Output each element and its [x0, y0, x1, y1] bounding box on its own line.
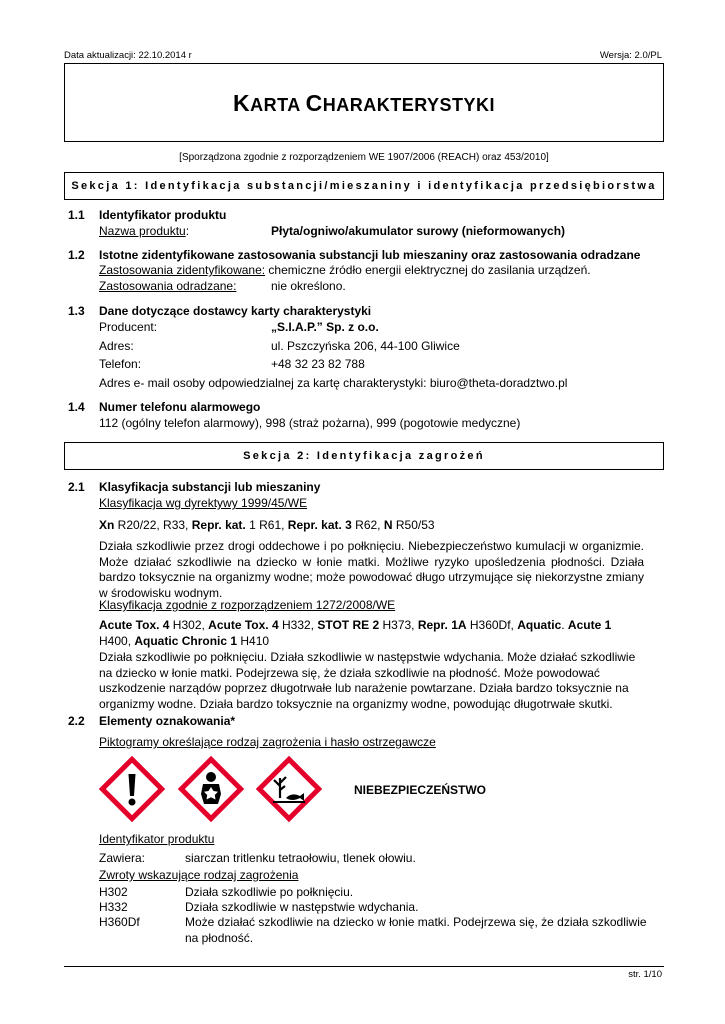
s13-title: Dane dotyczące dostawcy karty charakterystyki	[99, 304, 372, 318]
producer-value: „S.I.A.P.” Sp. z o.o.	[271, 320, 379, 334]
title-initial-k: K	[232, 90, 251, 116]
title-box	[64, 63, 664, 142]
clp-h400: H400,	[99, 633, 135, 648]
health-hazard-icon	[178, 756, 244, 822]
producer-label: Producent:	[99, 320, 158, 334]
hazard-text: Może działać szkodliwie na dziecko w łonie matki. Podejrzewa się, że działa szkodliwie na płodność.	[185, 915, 647, 945]
address-label: Adres:	[99, 339, 134, 353]
document-title	[65, 90, 663, 117]
clp-stot-re: STOT RE 2	[317, 618, 380, 632]
s12-number: 1.2	[68, 248, 85, 262]
s22-title: Elementy oznakowania*	[99, 714, 236, 728]
clp-repr: Repr. 1A	[417, 618, 467, 632]
s11-title: Identyfikator produktu	[99, 208, 227, 222]
hazard-text: Działa szkodliwie po połknięciu.	[185, 885, 354, 899]
product-name-label	[99, 224, 189, 240]
product-identifier-label: Identyfikator produktu	[99, 832, 215, 846]
clp-h360df: H360Df,	[466, 618, 518, 632]
title-initial-c: C	[305, 90, 323, 116]
s14-title: Numer telefonu alarmowego	[99, 400, 261, 414]
class-repr-phrases: 1 R61,	[245, 518, 288, 532]
advised-against-value: nie określono.	[271, 279, 346, 293]
section2-heading: Sekcja 2: Identyfikacja zagrożeń	[64, 442, 664, 470]
class-n: N	[383, 518, 393, 532]
phone-value: +48 32 23 82 788	[271, 357, 365, 371]
clp-dot: .	[561, 618, 568, 632]
s21-title: Klasyfikacja substancji lub mieszaniny	[99, 480, 321, 494]
section1-heading: Sekcja 1: Identyfikacja substancji/mieszaniny i identyfikacja przedsiębiorstwa	[64, 172, 664, 200]
s22-number: 2.2	[68, 714, 85, 728]
directive-classification	[99, 518, 435, 534]
classification-directive-label: Klasyfikacja wg dyrektywy 1999/45/WE	[99, 496, 308, 510]
identified-uses-label: Zastosowania zidentyfikowane:	[99, 263, 266, 277]
s21-number: 2.1	[68, 480, 85, 494]
s13-number: 1.3	[68, 304, 85, 318]
signal-word: NIEBEZPIECZEŃSTWO	[354, 783, 487, 797]
class-repr3-phrases: R62,	[351, 518, 384, 532]
class-repr-kat-3: Repr. kat. 3	[287, 518, 352, 532]
s12-title: Istotne zidentyfikowane zastosowania substancji lub mieszaniny oraz zastosowania odradzane	[99, 248, 641, 262]
class-xn-phrases: R20/22, R33,	[114, 518, 192, 532]
clp-h410: H410	[237, 633, 270, 648]
s14-number: 1.4	[68, 400, 85, 414]
product-name-value: Płyta/ogniwo/akumulator surowy (nieformowanych)	[271, 224, 566, 238]
clp-aquatic: Aquatic	[517, 618, 562, 632]
hazard-statements-label: Zwroty wskazujące rodzaj zagrożenia	[99, 868, 299, 882]
update-date: Data aktualizacji: 22.10.2014 r	[64, 50, 192, 61]
phone-label: Telefon:	[99, 357, 142, 371]
identified-uses-value: chemiczne źródło energii elektrycznej do zasilania urządzeń.	[265, 263, 591, 277]
clp-acute-1: Acute 1	[567, 618, 612, 632]
class-xn: Xn	[99, 518, 115, 532]
clp-acute-tox-2: Acute Tox. 4	[208, 618, 279, 632]
footer-divider	[64, 966, 664, 967]
exclamation-icon	[99, 756, 165, 822]
hazard-code: H332	[99, 900, 128, 914]
clp-aquatic-chronic: Aquatic Chronic 1	[134, 633, 238, 648]
clp-hazard-description: Działa szkodliwie po połknięciu. Działa szkodliwie w następstwie wdychania. Może działać szkodliwie na dziecko w łonie matki. Podejrzewa się, że działa szkodliwie na płodność. Może powodować uszkodzenie narządów poprzez długotrwałe lub narażenie powtarzane. Działa bardzo toksycznie na organizmy wodne. Działa bardzo toksycznie na organizmy wodne, powodując długotrwałe skutki.	[99, 650, 636, 711]
clp-classification	[99, 618, 644, 649]
address-value: ul. Pszczyńska 206, 44-100 Gliwice	[271, 339, 460, 353]
class-repr-kat: Repr. kat.	[191, 518, 246, 532]
emergency-numbers: 112 (ogólny telefon alarmowy), 998 (straż pożarna), 999 (pogotowie medyczne)	[99, 416, 521, 430]
directive-hazard-description: Działa szkodliwie przez drogi oddechowe i po połknięciu. Niebezpieczeństwo kumulacji w organizmie. Może działać szkodliwie na dziecko w łonie matki. Możliwe ryzyko upośledzenia płodności. Działa bardzo toksycznie na organizmy wodne; może powodować długo utrzymujące się niekorzystne zmiany w środowisku wodnym.	[99, 539, 644, 600]
identified-uses	[99, 263, 591, 279]
class-n-phrases: R50/53	[392, 518, 435, 532]
hazard-code: H302	[99, 885, 128, 899]
contains-value: siarczan tritlenku tetraołowiu, tlenek ołowiu.	[185, 851, 416, 865]
contains-label: Zawiera:	[99, 851, 146, 865]
hazard-text: Działa szkodliwie w następstwie wdychania.	[185, 900, 419, 914]
product-name-colon: :	[185, 224, 190, 238]
title-harakterystyki: HARAKTERYSTYKI	[322, 95, 496, 115]
clp-h373: H373,	[379, 618, 418, 632]
environment-icon	[256, 756, 322, 822]
page-number: str. 1/10	[628, 969, 662, 980]
clp-acute-tox-1: Acute Tox. 4	[99, 618, 170, 632]
classification-clp-label: Klasyfikacja zgodnie z rozporządzeniem 1272/2008/WE	[99, 598, 396, 612]
regulation-note: [Sporządzona zgodnie z rozporządzeniem WE 1907/2006 (REACH) oraz 453/2010]	[179, 152, 549, 163]
s11-number: 1.1	[68, 208, 85, 222]
pictograms-label: Piktogramy określające rodzaj zagrożenia i hasło ostrzegawcze	[99, 735, 436, 749]
clp-h302: H302,	[169, 618, 209, 632]
advised-against-label: Zastosowania odradzane:	[99, 279, 237, 293]
hazard-code: H360Df	[99, 915, 140, 929]
clp-h332: H332,	[278, 618, 318, 632]
title-arta: ARTA	[250, 95, 306, 115]
product-name-label-text: Nazwa produktu	[99, 224, 186, 238]
contact-email-line: Adres e- mail osoby odpowiedzialnej za kartę charakterystyki: biuro@theta-doradztwo.pl	[99, 376, 568, 390]
document-version: Wersja: 2.0/PL	[599, 50, 662, 61]
